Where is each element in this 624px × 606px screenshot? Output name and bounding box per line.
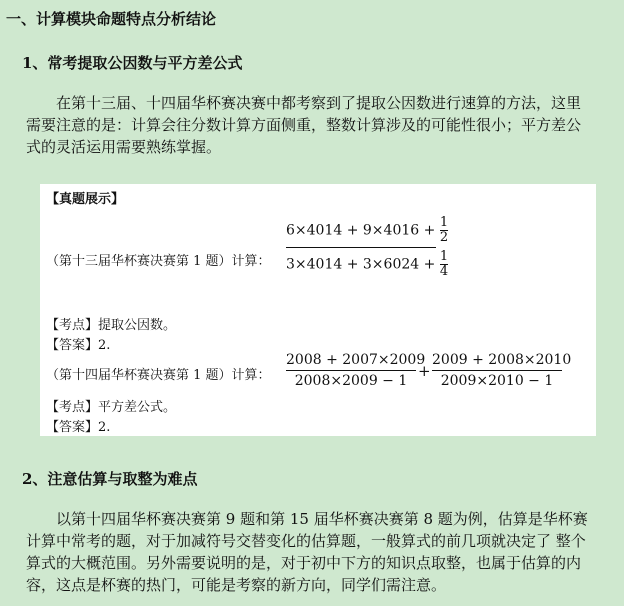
q2-frac2-numerator: 2009 + 2008×2010 bbox=[432, 352, 572, 368]
q1-fraction-bar bbox=[286, 247, 436, 248]
q1-num-frac-d: 2 bbox=[439, 230, 449, 245]
q1-denominator-text: 3×4014 + 3×6024 + bbox=[286, 256, 436, 273]
subsection-1-title: 1、常考提取公因数与平方差公式 bbox=[22, 54, 243, 72]
q1-answer: 【答案】2. bbox=[46, 338, 111, 353]
q2-kaodian: 【考点】平方差公式。 bbox=[46, 400, 177, 415]
q2-label: （第十四届华杯赛决赛第 1 题）计算： bbox=[46, 368, 271, 383]
q1-denominator bbox=[286, 249, 449, 279]
q2-frac1-bar bbox=[286, 370, 416, 371]
q1-kaodian: 【考点】提取公因数。 bbox=[46, 318, 177, 333]
q2-frac2-bar bbox=[432, 370, 562, 371]
q1-numerator-text: 6×4014 + 9×4016 + bbox=[286, 222, 436, 239]
subsection-2-paragraph: 以第十四届华杯赛决赛第 9 题和第 15 届华杯赛决赛第 8 题为例，估算是华杯赛计算中常考的题，对于加减符号交替变化的估算题，一般算式的前几项就决定了 整个算式的大概范围。另外需要说明的是，对于初中下方的知识点取整，也属于估算的内容，这点是杯赛的热门，可能是考察的新方向，同学们需注意。 bbox=[26, 510, 588, 594]
q1-numerator-half bbox=[440, 216, 448, 245]
q2-fraction-1 bbox=[286, 352, 426, 389]
q1-label: （第十三届华杯赛决赛第 1 题）计算： bbox=[46, 254, 271, 269]
q1-fraction bbox=[286, 215, 449, 279]
q1-den-frac-n: 1 bbox=[439, 249, 449, 264]
q2-fraction-2 bbox=[432, 352, 572, 389]
q2-answer: 【答案】2. bbox=[46, 420, 111, 435]
q1-den-frac-d: 4 bbox=[439, 264, 449, 279]
q2-frac1-denominator: 2008×2009 − 1 bbox=[294, 373, 408, 389]
subsection-1-paragraph: 在第十三届、十四届华杯赛决赛中都考察到了提取公因数进行速算的方法，这里需要注意的是：计算会往分数计算方面侧重，整数计算涉及的可能性很小；平方差公式的灵活运用需要熟练掌握。 bbox=[26, 94, 582, 156]
subsection-2-title: 2、注意估算与取整为难点 bbox=[22, 470, 198, 488]
section-title: 一、计算模块命题特点分析结论 bbox=[6, 10, 217, 28]
q1-num-frac-n: 1 bbox=[439, 215, 449, 230]
example-box bbox=[40, 184, 596, 436]
q2-frac1-numerator: 2008 + 2007×2009 bbox=[286, 352, 426, 368]
q2-plus-sign: + bbox=[418, 362, 431, 380]
q1-denominator-quarter bbox=[440, 250, 448, 279]
example-header: 【真题展示】 bbox=[46, 192, 125, 207]
q1-numerator bbox=[286, 215, 449, 245]
q2-frac2-denominator: 2009×2010 − 1 bbox=[440, 373, 554, 389]
